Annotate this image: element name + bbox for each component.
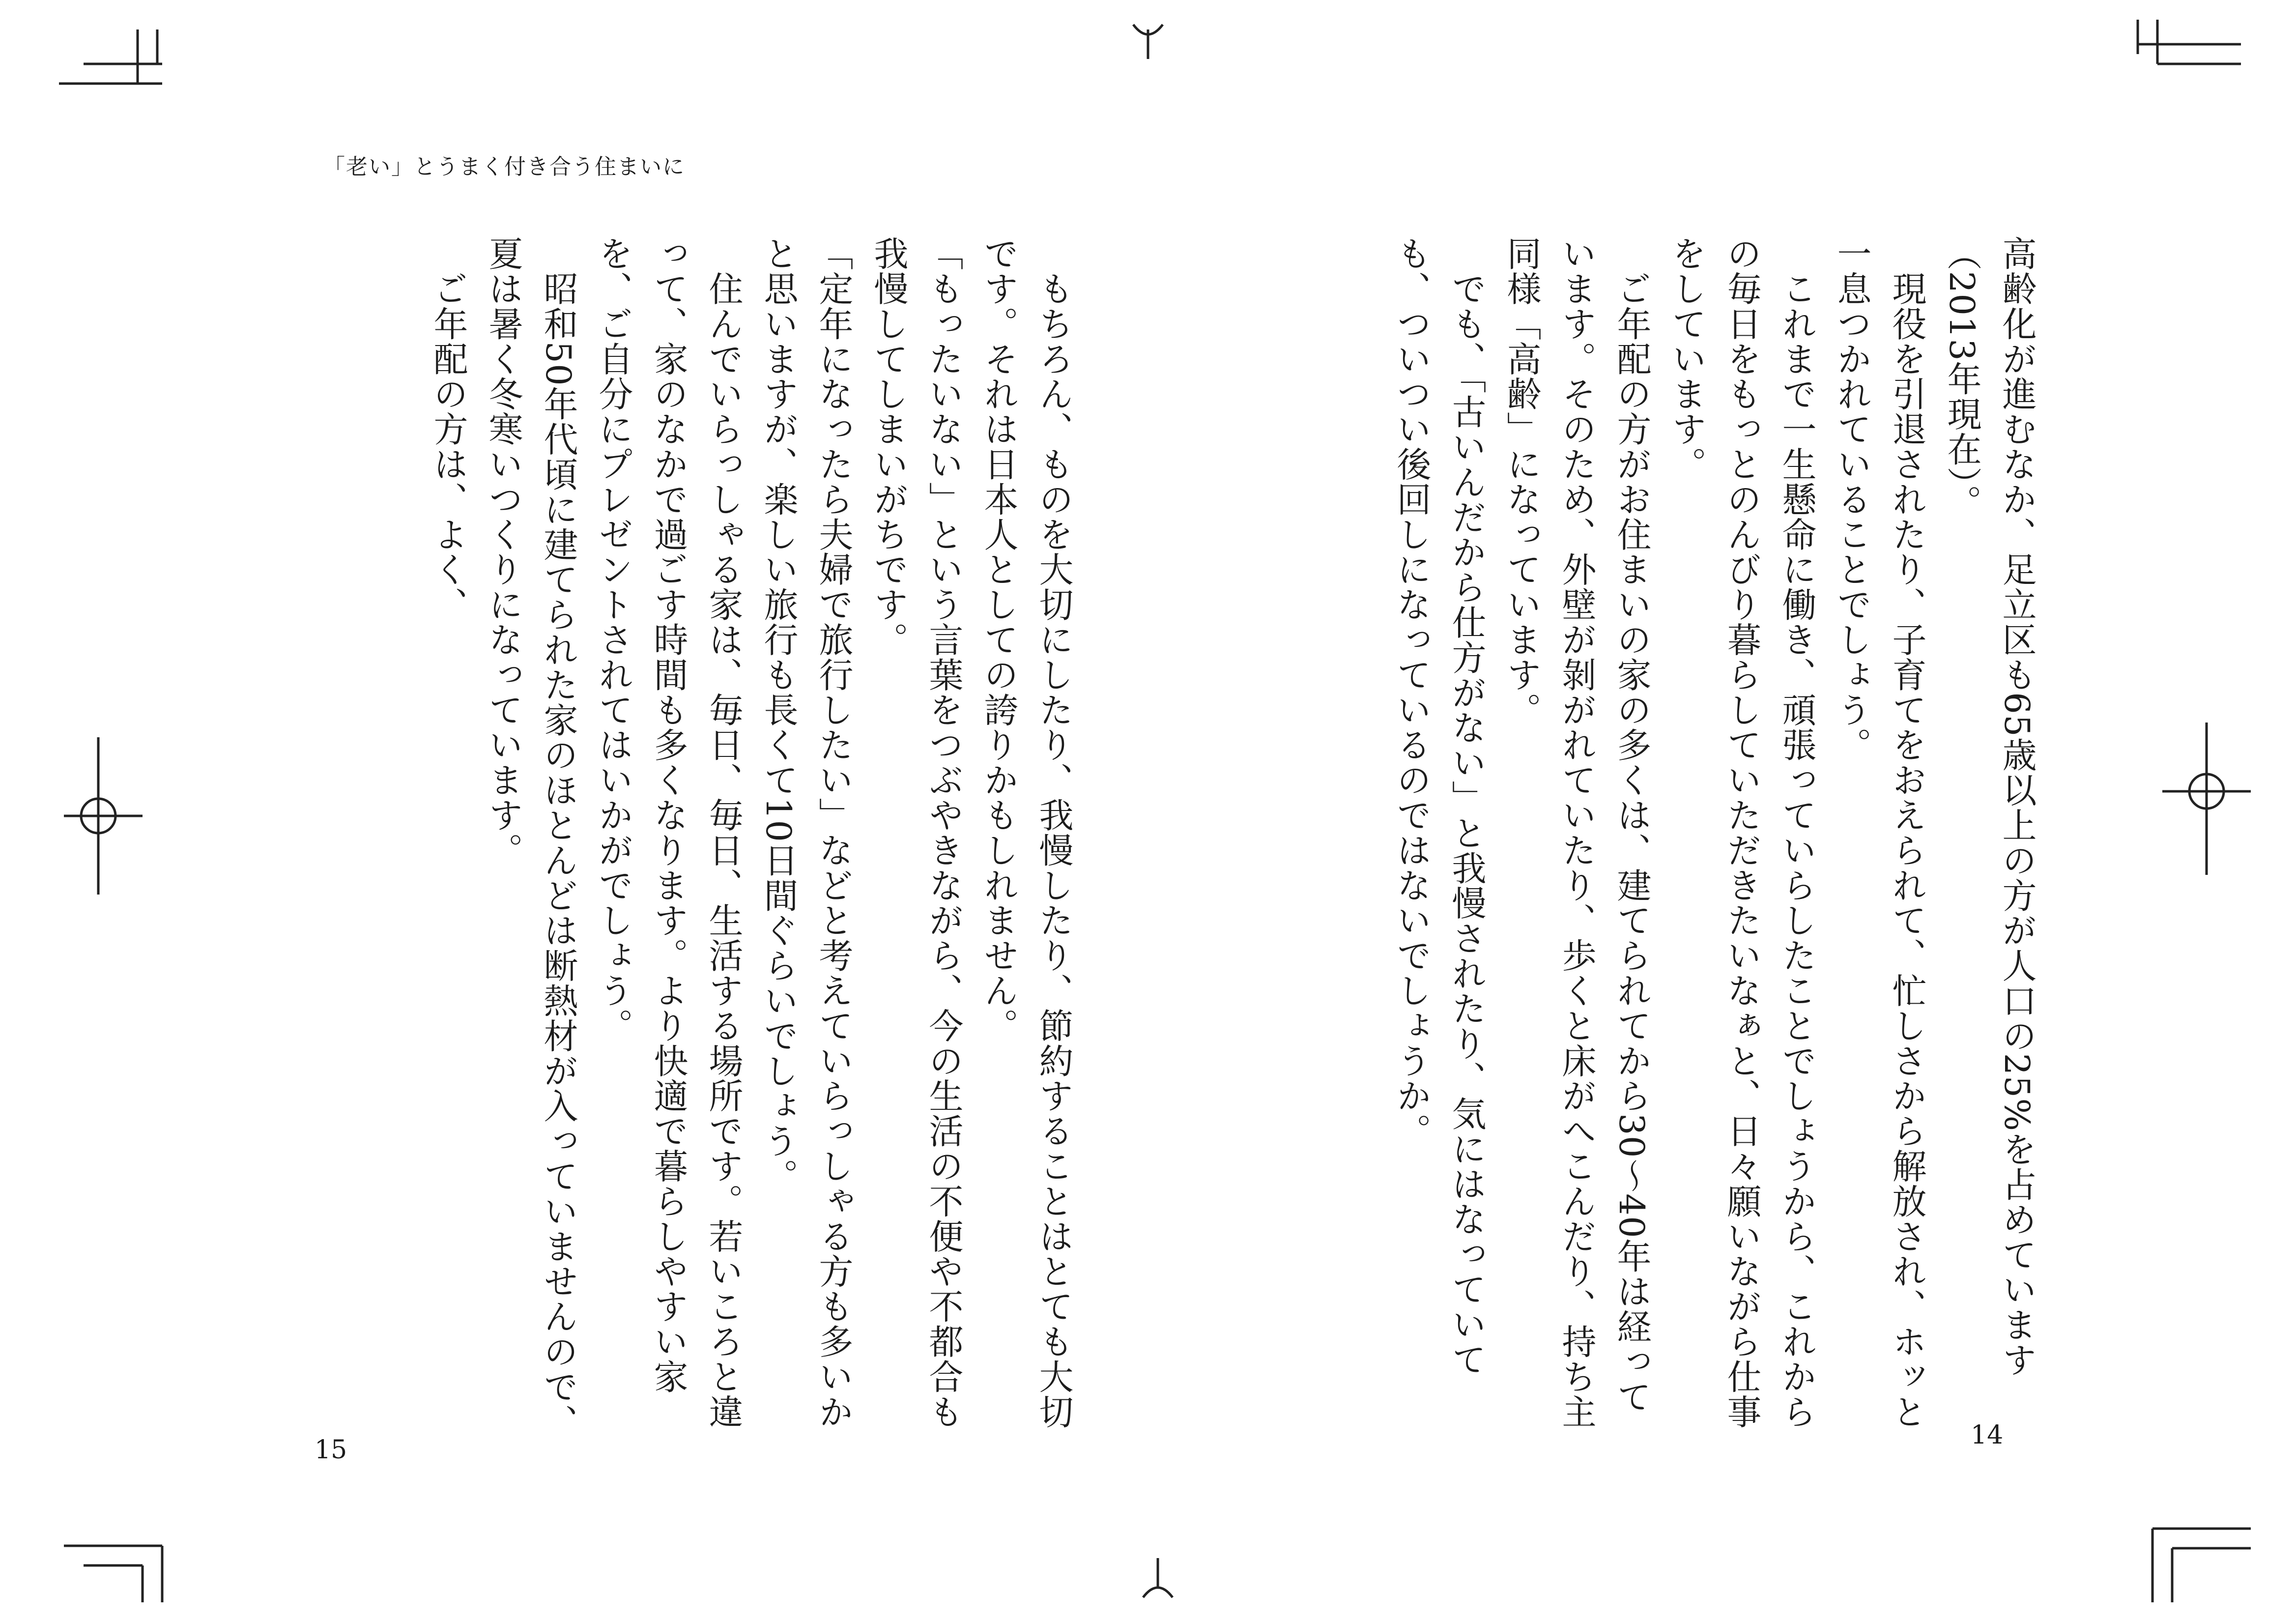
- right-paragraph-1: 高齢化が進むなか、足立区も65歳以上の方が人口の25%を占めています（2013年現在）。: [1942, 236, 2037, 1378]
- crop-mark-bottom-right: [2152, 1529, 2251, 1602]
- crop-mark-top-right: [2138, 20, 2241, 64]
- crop-mark-top-center: [1133, 25, 1163, 59]
- left-paragraph-4: 住んでいらっしゃる家は、毎日、毎日、生活する場所です。若いころと違って、家のなかで過ごす時間も多くなります。より快適で暮らしやすい家を、ご自分にプレゼントされてはいかがでしょう。: [593, 236, 744, 1429]
- registration-mark-left: [64, 737, 143, 895]
- left-page-body: [256, 236, 1081, 1440]
- left-paragraph-2: 「もったいない」という言葉をつぶやきながら、今の生活の不便や不都合も我慢してしまいがちです。: [868, 236, 964, 1429]
- left-paragraph-5: 昭和50年代頃に建てられた家のほとんどは断熱材が入っていませんので、夏は暑く冬寒いつくりになっています。: [483, 236, 578, 1440]
- left-paragraph-6: ご年配の方は、よく、: [428, 236, 468, 622]
- page-number-right: 14: [1971, 1420, 2004, 1450]
- left-paragraph-1: もちろん、ものを大切にしたり、我慢したり、節約することはとても大切です。それは日本人としての誇りかもしれません。: [978, 236, 1074, 1429]
- running-header: 「老い」とうまく付き合う住まいに: [323, 154, 685, 179]
- right-paragraph-3: これまで一生懸命に働き、頑張っていらしたことでしょうから、これからの毎日をもっとのんびり暮らしていただきたいなぁと、日々願いながら仕事をしています。: [1666, 236, 1817, 1429]
- right-page-body: [1317, 236, 2044, 1440]
- right-paragraph-2: 現役を引退されたり、子育てをおえられて、忙しさから解放され、ホッと一息つかれていることでしょう。: [1832, 236, 1927, 1429]
- left-paragraph-3: 「定年になったら夫婦で旅行したい」などと考えていらっしゃる方も多いかと思いますが、楽しい旅行も長くて10日間ぐらいでしょう。: [758, 236, 854, 1429]
- crop-mark-bottom-left: [64, 1546, 162, 1602]
- crop-mark-top-left: [59, 29, 162, 84]
- right-paragraph-5: でも、「古いんだから仕方がない」と我慢されたり、気にはなっていても、ついつい後回しになっているのではないでしょうか。: [1391, 236, 1487, 1377]
- registration-mark-right: [2162, 723, 2251, 875]
- crop-mark-bottom-center: [1143, 1558, 1173, 1597]
- right-paragraph-4: ご年配の方がお住まいの家の多くは、建てられてから30～40年は経っています。そのため、外壁が剝がれていたり、歩くと床がへこんだり、持ち主同様「高齢」になっています。: [1501, 236, 1652, 1429]
- page-number-left: 15: [315, 1435, 347, 1465]
